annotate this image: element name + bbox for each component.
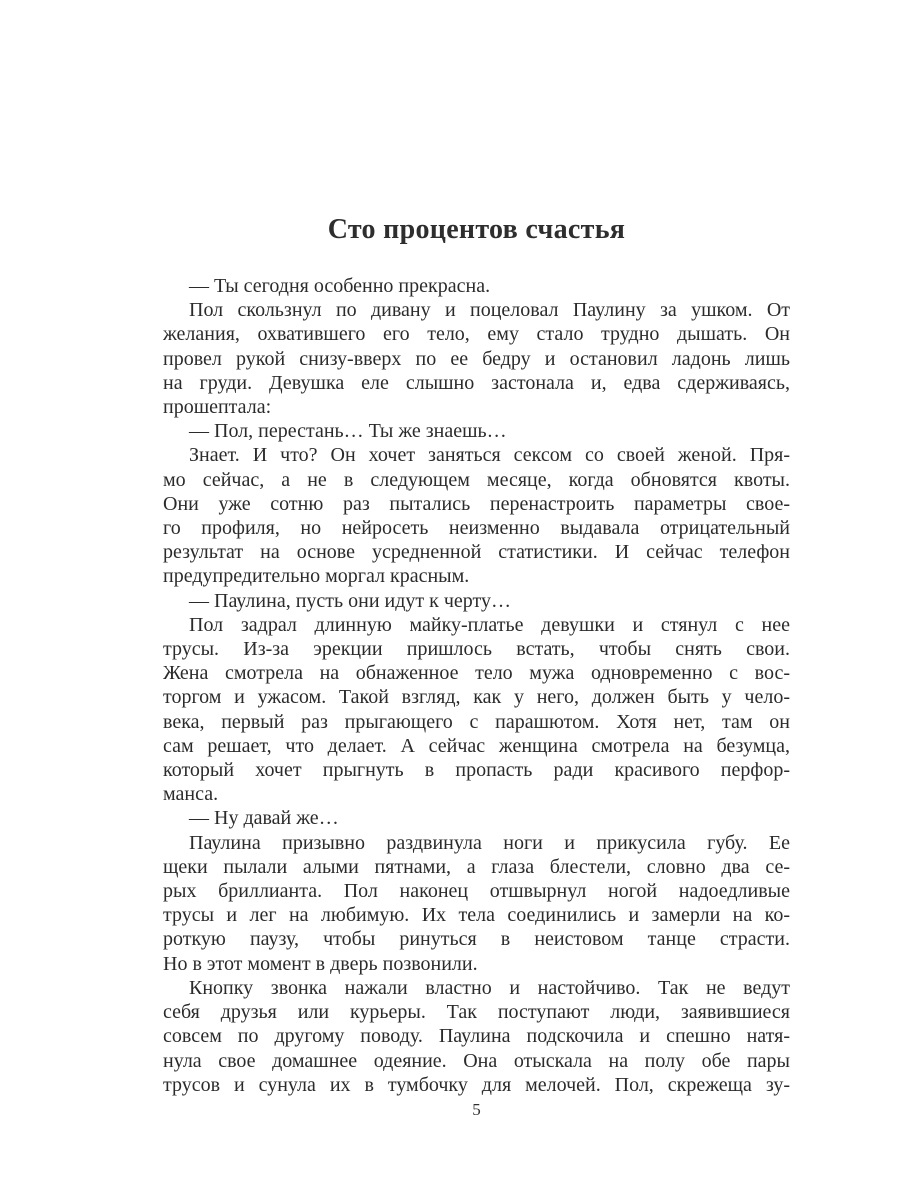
paragraph bbox=[163, 613, 790, 807]
paragraph bbox=[163, 274, 790, 298]
text-line: нула свое домашнее одеяние. Она отыскала на полу обе пары bbox=[163, 1049, 790, 1072]
text-line: мо сейчас, а не в следующем месяце, когда обновятся квоты. bbox=[163, 468, 790, 491]
text-line: который хочет прыгнуть в пропасть ради красивого перфор- bbox=[163, 759, 790, 782]
text-line: — Ты сегодня особенно прекрасна. bbox=[189, 275, 491, 297]
text-line: Пол задрал длинную майку-платье девушки и стянул с нее bbox=[189, 613, 790, 636]
text-line: трусы и лег на любимую. Их тела соединились и замерли на ко- bbox=[163, 904, 790, 927]
text-line: — Ну давай же… bbox=[189, 807, 339, 830]
body-text bbox=[163, 274, 790, 1097]
paragraph bbox=[163, 298, 790, 419]
text-line: себя друзья или курьеры. Так поступают люди, заявившиеся bbox=[163, 1001, 790, 1024]
text-line: желания, охватившего его тело, ему стало трудно дышать. Он bbox=[163, 323, 790, 346]
text-line: предупредительно моргал красным. bbox=[163, 565, 470, 588]
paragraph bbox=[163, 806, 790, 830]
paragraph bbox=[163, 831, 790, 976]
text-line: Знает. И что? Он хочет заняться сексом со своей женой. Пря- bbox=[189, 444, 790, 467]
text-line: трусы. Из-за эрекции пришлось встать, чтобы снять свои. bbox=[163, 638, 790, 661]
text-line: на груди. Девушка еле слышно застонала и, едва сдерживаясь, bbox=[163, 371, 790, 394]
text-line: сам решает, что делает. А сейчас женщина смотрела на безумца, bbox=[163, 734, 790, 757]
page-title: Сто процентов счастья bbox=[327, 214, 626, 245]
text-line: — Пол, перестань… Ты же знаешь… bbox=[189, 420, 507, 443]
text-line: щеки пылали алыми пятнами, а глаза блестели, словно два се- bbox=[163, 855, 790, 878]
text-line: торгом и ужасом. Такой взгляд, как у него, должен быть у чело- bbox=[163, 686, 790, 709]
paragraph bbox=[163, 443, 790, 588]
text-line: совсем по другому поводу. Паулина подскочила и спешно натя- bbox=[163, 1025, 790, 1048]
text-line: Жена смотрела на обнаженное тело мужа одновременно с вос- bbox=[163, 662, 790, 685]
paragraph bbox=[163, 419, 790, 443]
text-line: результат на основе усредненной статистики. И сейчас телефон bbox=[163, 541, 790, 564]
page-number: 5 bbox=[472, 1100, 481, 1119]
text-line: рых бриллианта. Пол наконец отшвырнул ногой надоедливые bbox=[163, 880, 790, 903]
text-line: роткую паузу, чтобы ринуться в неистовом танце страсти. bbox=[163, 928, 790, 951]
text-column bbox=[163, 214, 790, 1097]
text-line: провел рукой снизу-вверх по ее бедру и остановил ладонь лишь bbox=[163, 347, 790, 370]
text-line: Они уже сотню раз пытались перенастроить параметры свое- bbox=[163, 492, 790, 515]
text-line: прошептала: bbox=[163, 396, 272, 419]
text-line: — Паулина, пусть они идут к черту… bbox=[189, 589, 512, 612]
text-line: трусов и сунула их в тумбочку для мелочей. Пол, скрежеща зу- bbox=[163, 1073, 790, 1096]
paragraph bbox=[163, 976, 790, 1097]
text-line: манса. bbox=[163, 783, 219, 806]
text-line: века, первый раз прыгающего с парашютом. Хотя нет, там он bbox=[163, 710, 790, 733]
text-line: Пол скользнул по дивану и поцеловал Паулину за ушком. От bbox=[189, 299, 790, 322]
paragraph bbox=[163, 589, 790, 613]
text-line: го профиля, но нейросеть неизменно выдавала отрицательный bbox=[163, 517, 790, 540]
text-line: Кнопку звонка нажали властно и настойчиво. Так не ведут bbox=[189, 976, 790, 999]
text-line: Но в этот момент в дверь позвонили. bbox=[163, 952, 478, 975]
text-line: Паулина призывно раздвинула ноги и прикусила губу. Ее bbox=[189, 831, 790, 854]
